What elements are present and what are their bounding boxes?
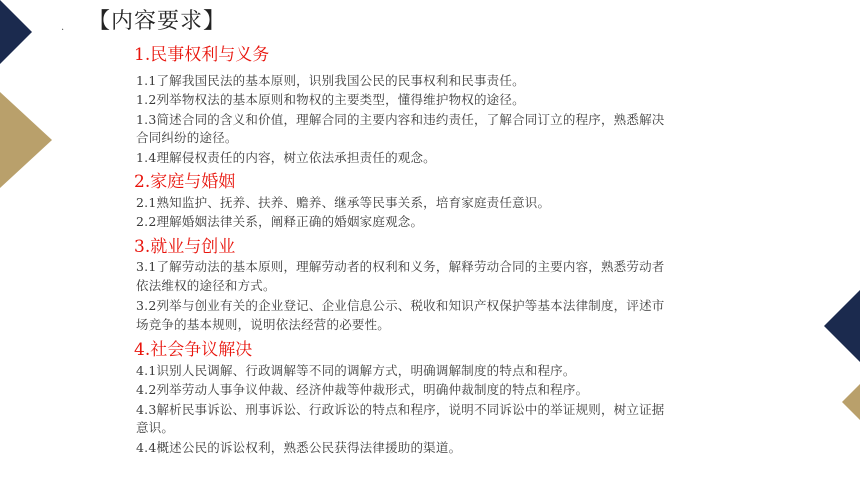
list-item-continuation: 合同纠纷的途径。	[136, 130, 238, 145]
list-item: 4.3解析民事诉讼、刑事诉讼、行政诉讼的特点和程序，说明不同诉讼中的举证规则，树立证据	[136, 402, 665, 417]
page-title: 【内容要求】	[88, 9, 227, 34]
list-item: 2.2理解婚姻法律关系，阐释正确的婚姻家庭观念。	[136, 214, 424, 229]
list-item-continuation: 意识。	[136, 420, 175, 435]
navy-triangle-top-left	[0, 0, 32, 64]
gold-triangle-right	[842, 384, 860, 420]
navy-triangle-right	[824, 290, 860, 362]
list-item-continuation: 场竞争的基本规则，说明依法经营的必要性。	[136, 317, 391, 332]
list-item: 1.3简述合同的含义和价值，理解合同的主要内容和违约责任，了解合同订立的程序，熟悉解决	[136, 112, 665, 127]
list-item: 4.2列举劳动人事争议仲裁、经济仲裁等仲裁形式，明确仲裁制度的特点和程序。	[136, 382, 589, 397]
list-item: 2.1熟知监护、抚养、扶养、赡养、继承等民事关系，培育家庭责任意识。	[136, 195, 551, 210]
section-title-4: 4.社会争议解决	[134, 340, 253, 360]
list-item: 1.2列举物权法的基本原则和物权的主要类型，懂得维护物权的途径。	[136, 92, 525, 107]
list-item: 1.1了解我国民法的基本原则，识别我国公民的民事权利和民事责任。	[136, 73, 525, 88]
section-title-3: 3.就业与创业	[134, 237, 236, 257]
right-decoration	[820, 0, 860, 484]
list-item-continuation: 依法维权的途径和方式。	[136, 278, 276, 293]
left-decoration	[0, 0, 60, 484]
bullet-dot: .	[61, 22, 65, 33]
list-item: 3.2列举与创业有关的企业登记、企业信息公示、税收和知识产权保护等基本法律制度，评述市	[136, 298, 665, 313]
list-item: 4.4概述公民的诉讼权利，熟悉公民获得法律援助的渠道。	[136, 440, 462, 455]
list-item: 1.4理解侵权责任的内容，树立依法承担责任的观念。	[136, 150, 436, 165]
list-item: 3.1了解劳动法的基本原则，理解劳动者的权利和义务，解释劳动合同的主要内容，熟悉劳动者	[136, 259, 665, 274]
section-title-1: 1.民事权利与义务	[134, 45, 270, 65]
section-title-2: 2.家庭与婚姻	[134, 172, 236, 192]
list-item: 4.1识别人民调解、行政调解等不同的调解方式，明确调解制度的特点和程序。	[136, 363, 576, 378]
gold-triangle-left	[0, 92, 52, 188]
